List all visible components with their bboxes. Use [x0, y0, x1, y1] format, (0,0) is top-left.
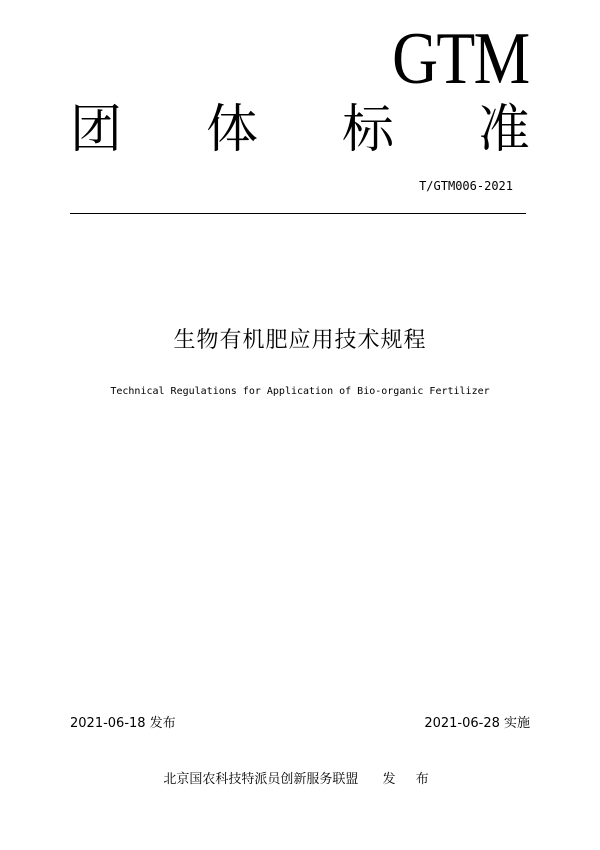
document-title-english: Technical Regulations for Application of Bio-organic Fertilizer — [110, 386, 490, 397]
standard-code: T/GTM006-2021 — [419, 179, 513, 193]
standard-type-char: 团 — [70, 100, 123, 160]
publisher-action: 发 布 — [382, 772, 437, 787]
standard-type-char: 体 — [205, 100, 258, 160]
standard-type-char: 标 — [341, 100, 394, 160]
issue-date: 2021-06-18 发布 — [70, 716, 176, 731]
document-title-chinese: 生物有机肥应用技术规程 — [173, 328, 427, 353]
standard-type-heading — [70, 100, 530, 160]
gtm-logo: GTM — [391, 18, 528, 100]
standard-type-char: 准 — [477, 100, 530, 160]
implementation-date: 2021-06-28 实施 — [424, 716, 530, 731]
header-divider — [70, 213, 526, 214]
publisher-organization: 北京国农科技特派员创新服务联盟 — [163, 772, 359, 787]
publisher-line — [0, 773, 600, 786]
